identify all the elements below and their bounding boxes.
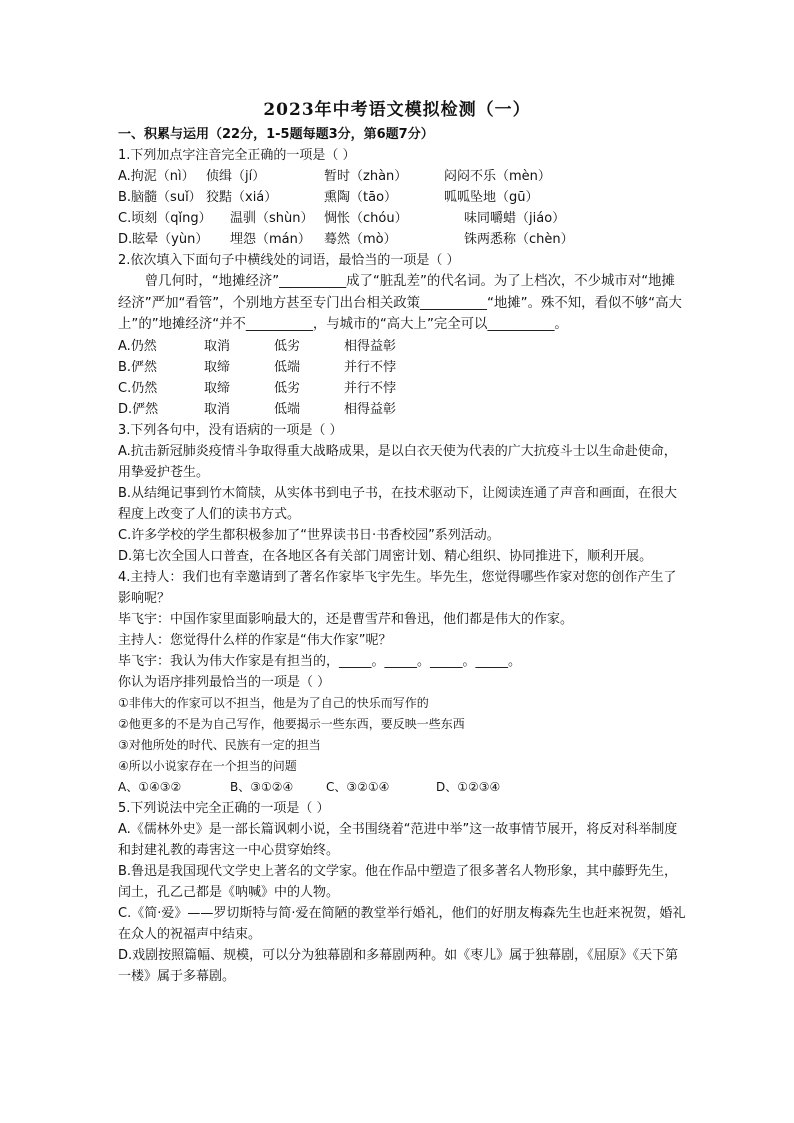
q4-host-question: 4.主持人：我们也有幸邀请到了著名作家毕飞宇先生。毕先生，您觉得哪些作家对您的创作产生了影响呢？ (118, 569, 677, 606)
q2-option-a (118, 336, 688, 357)
q4-option-a: A、①④③② (118, 779, 182, 794)
q2-c-4: 并行不悖 (344, 380, 397, 396)
q3-stem: 3.下列各句中，没有语病的一项是（ ） (118, 422, 343, 438)
q2-b-3: 低端 (274, 359, 301, 375)
q4-ask: 你认为语序排列最恰当的一项是（ ） (118, 674, 331, 690)
q1-option-c (118, 208, 688, 229)
q4-sentence-4: ④所以小说家存在一个担当的问题 (118, 758, 297, 773)
q5-option-b: B.鲁迅是我国现代文学史上著名的文学家。他在作品中塑造了很多著名人物形象，其中藤野先生，闰土，孔乙己都是《呐喊》中的人物。 (118, 863, 678, 900)
exam-content (118, 124, 688, 987)
q4-host-question-2: 主持人：您觉得什么样的作家是“伟大作家”呢？ (118, 632, 392, 648)
q2-c-1: C.仍然 (118, 380, 158, 396)
q1-d-4: 铢两悉称（chèn） (464, 232, 574, 247)
q1-option-b (118, 187, 688, 208)
q1-d-1: D.眩晕（yùn） (118, 232, 209, 247)
q4-sentence-3: ③对他所处的时代、民族有一定的担当 (118, 737, 321, 752)
q2-option-b (118, 357, 688, 378)
q1-b-2: 狡黠（xiá） (206, 190, 278, 205)
q1-b-3: 熏陶（tāo） (324, 190, 398, 205)
q1-stem: 1.下列加点字注音完全正确的一项是（ ） (118, 148, 356, 163)
q1-a-4: 闷闷不乐（mèn） (444, 169, 551, 184)
q4-option-c: C、③②①④ (326, 779, 390, 794)
q5-stem: 5.下列说法中完全正确的一项是（ ） (118, 800, 330, 816)
q3-option-a: A.抗击新冠肺炎疫情斗争取得重大战略成果，是以白衣天使为代表的广大抗疫斗士以生命赴使命，用挚爱护苍生。 (118, 443, 677, 480)
q2-option-c (118, 378, 688, 399)
q1-c-4: 味同嚼蜡（jiáo） (464, 211, 566, 226)
q1-c-2: 温驯（shùn） (230, 211, 314, 226)
q1-c-3: 惆怅（chóu） (324, 211, 408, 226)
q2-d-2: 取消 (204, 401, 231, 417)
q1-a-1: A.拘泥（nì） (118, 169, 195, 184)
q1-c-1: C.顷刻（qǐng） (118, 211, 212, 226)
q2-passage (118, 271, 688, 336)
q1-a-2: 侦缉（jí） (206, 169, 266, 184)
q2-b-2: 取缔 (204, 359, 231, 375)
q2-c-3: 低劣 (274, 380, 301, 396)
q3-option-c: C.许多学校的学生都积极参加了“世界读书日·书香校园”系列活动。 (118, 527, 500, 543)
q1-a-3: 暂时（zhàn） (324, 169, 408, 184)
q1-b-1: B.脑髓（suǐ） (118, 190, 202, 205)
q3-option-b: B.从结绳记事到竹木简牍，从实体书到电子书，在技术驱动下，让阅读连通了声音和画面，在很大程度上改变了人们的读书方式。 (118, 485, 678, 522)
q4-option-d: D、①②③④ (436, 779, 501, 794)
q4-sentence-2: ②他更多的不是为自己写作，他要揭示一些东西，要反映一些东西 (118, 716, 465, 731)
q5-option-a: A.《儒林外史》是一部长篇讽刺小说，全书围绕着“范进中举”这一故事情节展开，将反对科举制度和封建礼教的毒害这一中心贯穿始终。 (118, 821, 678, 858)
q2-option-d (118, 399, 688, 420)
q4-sentence-1: ①非伟大的作家可以不担当，他是为了自己的快乐而写作的 (118, 695, 429, 710)
q4-bi-answer-2: 毕飞宇：我认为伟大作家是有担当的，_____。_____。_____。_____。 (118, 653, 522, 669)
q4-options (118, 777, 688, 798)
q1-option-d (118, 229, 688, 250)
exam-title: 2023年中考语文模拟检测（一） (263, 100, 531, 120)
q5-option-d: D.戏剧按照篇幅、规模，可以分为独幕剧和多幕剧两种。如《枣儿》属于独幕剧，《屈原》《天下第一楼》属于多幕剧。 (118, 947, 679, 984)
q1-option-a (118, 166, 688, 187)
q5-option-c: C.《简·爱》——罗切斯特与简·爱在简陋的教堂举行婚礼，他们的好朋友梅森先生也赶来祝贺，婚礼在众人的祝福声中结束。 (118, 905, 686, 942)
q2-d-3: 低端 (274, 401, 301, 417)
q2-a-2: 取消 (204, 338, 231, 354)
q2-a-3: 低劣 (274, 338, 301, 354)
q2-stem: 2.依次填入下面句子中横线处的词语，最恰当的一项是（ ） (118, 253, 460, 268)
q2-passage-text: 曾几何时，“地摊经济”__________成了“脏乱差”的代名词。为了上档次，不少城市对“地摊经济”严加“看管”，个别地方甚至专门出台相关政策__________“地摊”。殊不知，看似不够“高大上”的”地摊经济“并不__________，与城市的“高大上”完全可以__________。 (118, 274, 682, 332)
q1-d-2: 埋怨（mán） (230, 232, 311, 247)
q2-b-1: B.俨然 (118, 359, 158, 375)
section-heading: 一、积累与运用（22分，1-5题每题3分，第6题7分） (118, 127, 434, 142)
q2-d-1: D.俨然 (118, 401, 159, 417)
q2-c-2: 取缔 (204, 380, 231, 396)
q4-bi-answer: 毕飞宇：中国作家里面影响最大的，还是曹雪芹和鲁迅，他们都是伟大的作家。 (118, 611, 574, 627)
q1-b-4: 呱呱坠地（gū） (444, 190, 539, 205)
q3-option-d: D.第七次全国人口普查，在各地区各有关部门周密计划、精心组织、协同推进下，顺利开展。 (118, 548, 653, 564)
q4-option-b: B、③①②④ (230, 779, 294, 794)
q1-d-3: 蓦然（mò） (324, 232, 397, 247)
q2-b-4: 并行不悖 (344, 359, 397, 375)
q2-a-4: 相得益彰 (344, 338, 397, 354)
q2-d-4: 相得益彰 (344, 401, 397, 417)
q2-a-1: A.仍然 (118, 338, 157, 354)
